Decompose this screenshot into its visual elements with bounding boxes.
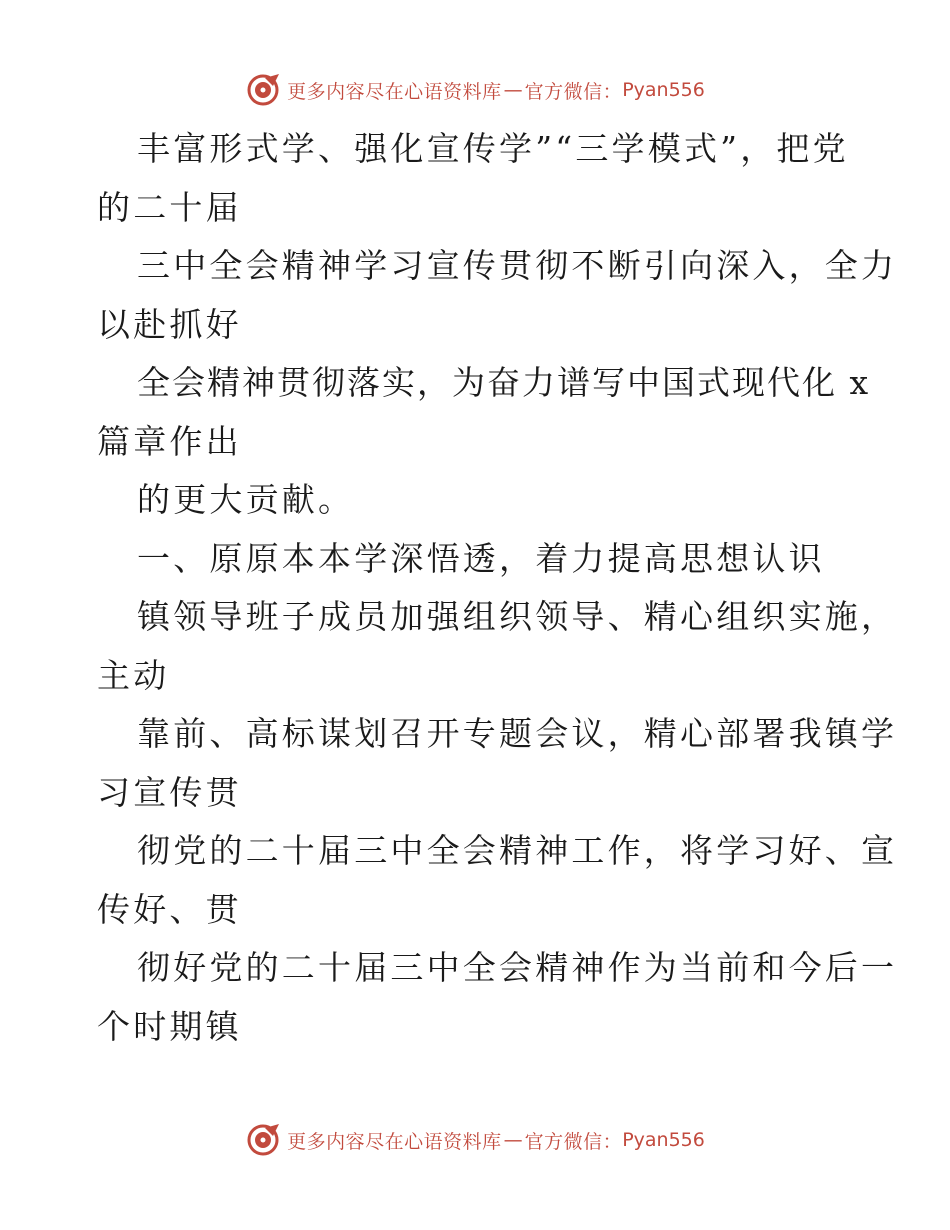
watermark-contact-text: 官方微信：: [524, 1130, 623, 1153]
pen-nib-logo-icon: [245, 72, 283, 108]
watermark-contact-text: 官方微信：: [524, 80, 623, 103]
text-line: 的二十届: [97, 187, 242, 227]
text-line: 的更大贡献。: [137, 480, 355, 519]
text-line: 丰富形式学、强化宣传学”“三学模式”，把党: [137, 129, 849, 168]
text-line: 以赴抓好: [97, 304, 242, 344]
watermark-header: [0, 70, 950, 110]
text-line: 三中全会精神学习宣传贯彻不断引向深入，全力: [137, 246, 898, 285]
section-heading: 一、原原本本学深悟透，着力提高思想认识: [137, 538, 825, 578]
text-line: 篇章作出: [97, 421, 242, 461]
watermark-dash: —: [503, 1129, 523, 1151]
text-line: 主动: [97, 655, 170, 695]
text-line: 镇领导班子成员加强组织领导、精心组织实施，: [137, 597, 898, 636]
watermark-handle: Pyan556: [622, 79, 705, 101]
document-body: [97, 120, 898, 1056]
watermark-dash: —: [503, 79, 523, 101]
text-line: 习宣传贯: [97, 772, 242, 812]
text-line: 个时期镇: [97, 1006, 242, 1046]
pen-nib-logo-icon: [245, 1122, 283, 1158]
watermark-footer: [0, 1120, 950, 1160]
watermark-site-text: 更多内容尽在心语资料库: [287, 80, 502, 103]
text-line: 彻好党的二十届三中全会精神作为当前和今后一: [137, 948, 898, 987]
text-line: 靠前、高标谋划召开专题会议，精心部署我镇学: [137, 714, 898, 753]
text-line: 传好、贯: [97, 889, 242, 929]
watermark-site-text: 更多内容尽在心语资料库: [287, 1130, 502, 1153]
text-line: 全会精神贯彻落实，为奋力谱写中国式现代化 x: [137, 363, 871, 402]
text-line: 彻党的二十届三中全会精神工作，将学习好、宣: [137, 831, 898, 870]
watermark-handle: Pyan556: [622, 1129, 705, 1151]
